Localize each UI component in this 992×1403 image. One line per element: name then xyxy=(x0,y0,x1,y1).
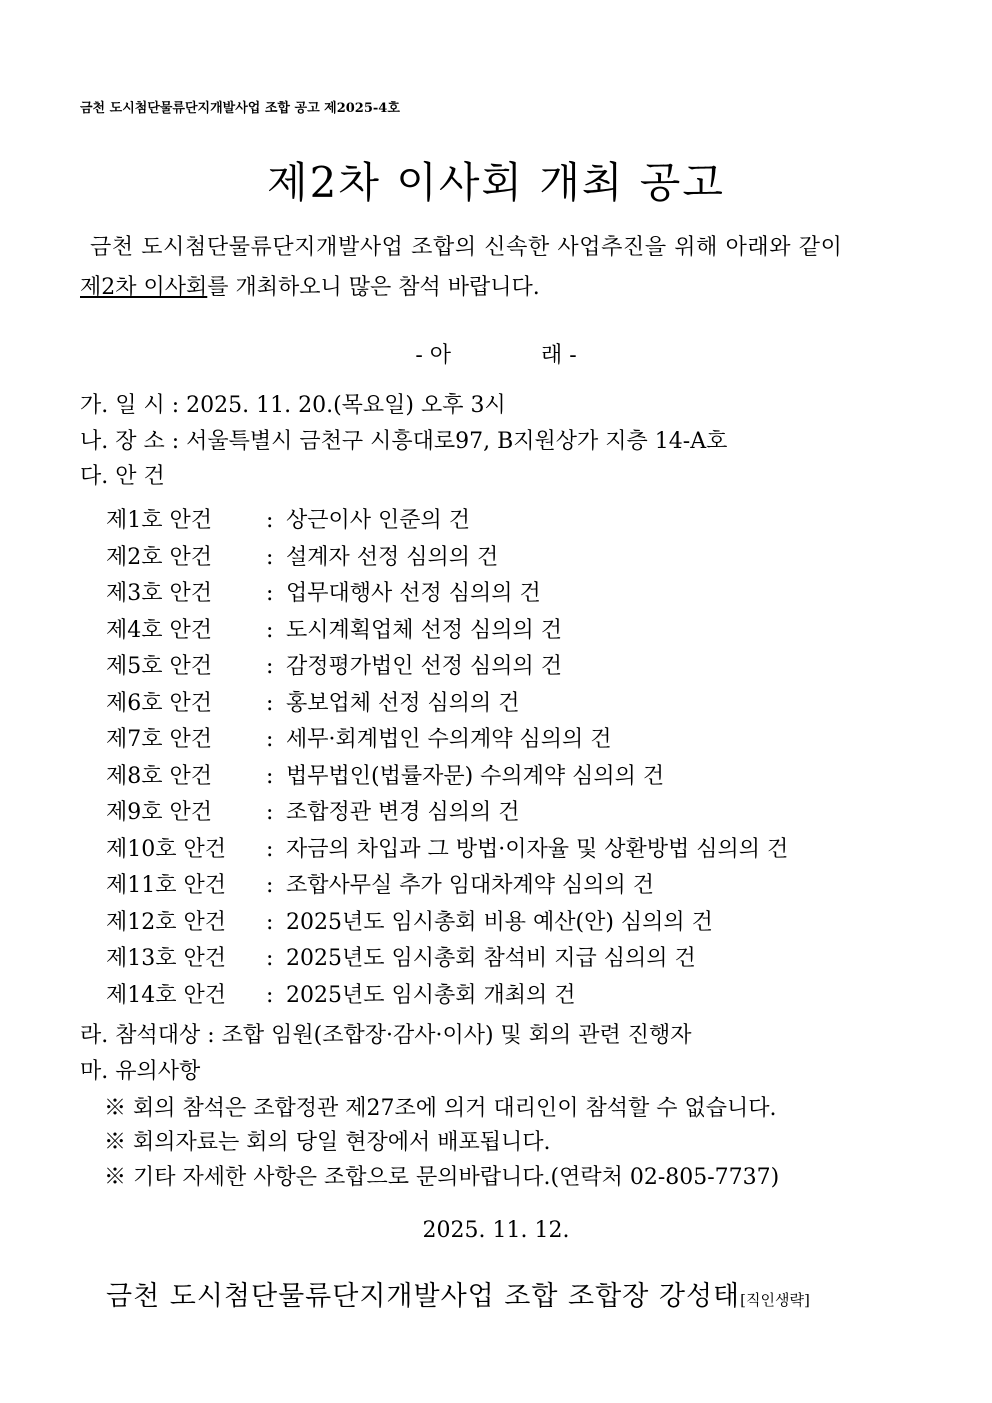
agenda-item-number: 제12호 안건 xyxy=(106,909,226,935)
agenda-item xyxy=(106,795,788,832)
agenda-item-number: 제5호 안건 xyxy=(106,654,212,679)
agenda-item-number: 제7호 안건 xyxy=(106,727,212,752)
agenda-heading: 다. 안 건 xyxy=(80,464,165,489)
agenda-item-number: 제2호 안건 xyxy=(106,544,212,570)
agenda-item xyxy=(106,576,788,613)
agenda-item-text: 2025년도 임시총회 참석비 지급 심의의 건 xyxy=(286,946,696,971)
intro-paragraph xyxy=(80,228,920,308)
agenda-item-colon: : xyxy=(266,727,274,752)
agenda-item xyxy=(106,978,788,1015)
agenda-item-number: 제9호 안건 xyxy=(106,800,212,825)
agenda-item-number: 제4호 안건 xyxy=(106,617,212,643)
intro-line-2-rest: 를 개최하오니 많은 참석 바랍니다. xyxy=(207,275,540,300)
agenda-item xyxy=(106,649,788,686)
agenda-item-colon: : xyxy=(266,982,274,1008)
agenda-item xyxy=(106,759,788,796)
agenda-item-colon: : xyxy=(266,654,274,679)
agenda-item-text: 자금의 차입과 그 방법·이자율 및 상환방법 심의의 건 xyxy=(286,836,789,862)
agenda-item-colon: : xyxy=(266,617,274,643)
agenda-item-number: 제8호 안건 xyxy=(106,763,212,789)
agenda-item-text: 2025년도 임시총회 개최의 건 xyxy=(286,982,576,1008)
agenda-item-number: 제10호 안건 xyxy=(106,836,226,862)
agenda-item-number: 제14호 안건 xyxy=(106,982,226,1008)
notice-title: 제2차 이사회 개최 공고 xyxy=(267,158,725,207)
agenda-item-number: 제11호 안건 xyxy=(106,873,226,898)
agenda-item-colon: : xyxy=(266,909,274,935)
signature-text: 금천 도시첨단물류단지개발사업 조합 조합장 강성태 xyxy=(106,1281,741,1312)
agenda-list xyxy=(106,503,788,1014)
arae-right: 래 - xyxy=(541,343,577,368)
agenda-item-text: 상근이사 인준의 건 xyxy=(286,508,471,533)
agenda-item-text: 도시계획업체 선정 심의의 건 xyxy=(286,617,563,643)
agenda-item-text: 조합사무실 추가 임대차계약 심의의 건 xyxy=(286,873,655,898)
arae-heading xyxy=(0,338,992,369)
agenda-item-number: 제6호 안건 xyxy=(106,690,212,716)
agenda-item-colon: : xyxy=(266,508,274,533)
agenda-item-colon: : xyxy=(266,946,274,971)
agenda-item-text: 2025년도 임시총회 비용 예산(안) 심의의 건 xyxy=(286,909,713,935)
meeting-date-line: 가. 일 시 : 2025. 11. 20.(목요일) 오후 3시 xyxy=(80,393,506,418)
agenda-item xyxy=(106,503,788,540)
agenda-item xyxy=(106,686,788,723)
agenda-item-number: 제1호 안건 xyxy=(106,508,212,533)
agenda-item xyxy=(106,941,788,978)
agenda-item-colon: : xyxy=(266,800,274,825)
agenda-item-colon: : xyxy=(266,836,274,862)
agenda-item-colon: : xyxy=(266,690,274,716)
intro-line-1: 금천 도시첨단물류단지개발사업 조합의 신속한 사업추진을 위해 아래와 같이 xyxy=(90,235,843,260)
agenda-item-text: 세무·회계법인 수의계약 심의의 건 xyxy=(286,727,612,752)
agenda-item xyxy=(106,722,788,759)
agenda-item-text: 설계자 선정 심의의 건 xyxy=(286,544,499,570)
seal-omitted-note: [직인생략] xyxy=(740,1291,810,1309)
agenda-item-text: 업무대행사 선정 심의의 건 xyxy=(286,581,541,606)
arae-left: - 아 xyxy=(415,343,451,368)
agenda-item-text: 법무법인(법률자문) 수의계약 심의의 건 xyxy=(286,763,665,789)
meeting-place-line: 나. 장 소 : 서울특별시 금천구 시흥대로97, B지원상가 지층 14-A호 xyxy=(80,429,728,454)
agenda-item xyxy=(106,832,788,869)
note-item: ※ 회의자료는 회의 당일 현장에서 배포됩니다. xyxy=(104,1130,551,1155)
intro-underlined-text: 제2차 이사회 xyxy=(80,275,208,300)
agenda-item xyxy=(106,540,788,577)
notes-heading: 마. 유의사항 xyxy=(80,1059,201,1084)
attendees-line: 라. 참석대상 : 조합 임원(조합장·감사·이사) 및 회의 관련 진행자 xyxy=(80,1023,692,1048)
agenda-item-text: 홍보업체 선정 심의의 건 xyxy=(286,690,520,716)
agenda-item-text: 감정평가법인 선정 심의의 건 xyxy=(286,654,563,679)
note-item: ※ 회의 참석은 조합정관 제27조에 의거 대리인이 참석할 수 없습니다. xyxy=(104,1096,777,1121)
note-item: ※ 기타 자세한 사항은 조합으로 문의바랍니다.(연락처 02-805-7737) xyxy=(104,1165,780,1190)
agenda-item xyxy=(106,613,788,650)
intro-line-2 xyxy=(80,268,920,308)
agenda-item-colon: : xyxy=(266,544,274,570)
agenda-item-number: 제13호 안건 xyxy=(106,946,226,971)
agenda-item-colon: : xyxy=(266,763,274,789)
notice-reference-number: 금천 도시첨단물류단지개발사업 조합 공고 제2025-4호 xyxy=(80,101,400,116)
agenda-item xyxy=(106,868,788,905)
agenda-item xyxy=(106,905,788,942)
agenda-item-text: 조합정관 변경 심의의 건 xyxy=(286,800,520,825)
issue-date: 2025. 11. 12. xyxy=(422,1218,570,1243)
signature-line xyxy=(106,1274,810,1313)
agenda-item-colon: : xyxy=(266,581,274,606)
agenda-item-colon: : xyxy=(266,873,274,898)
agenda-item-number: 제3호 안건 xyxy=(106,581,212,606)
